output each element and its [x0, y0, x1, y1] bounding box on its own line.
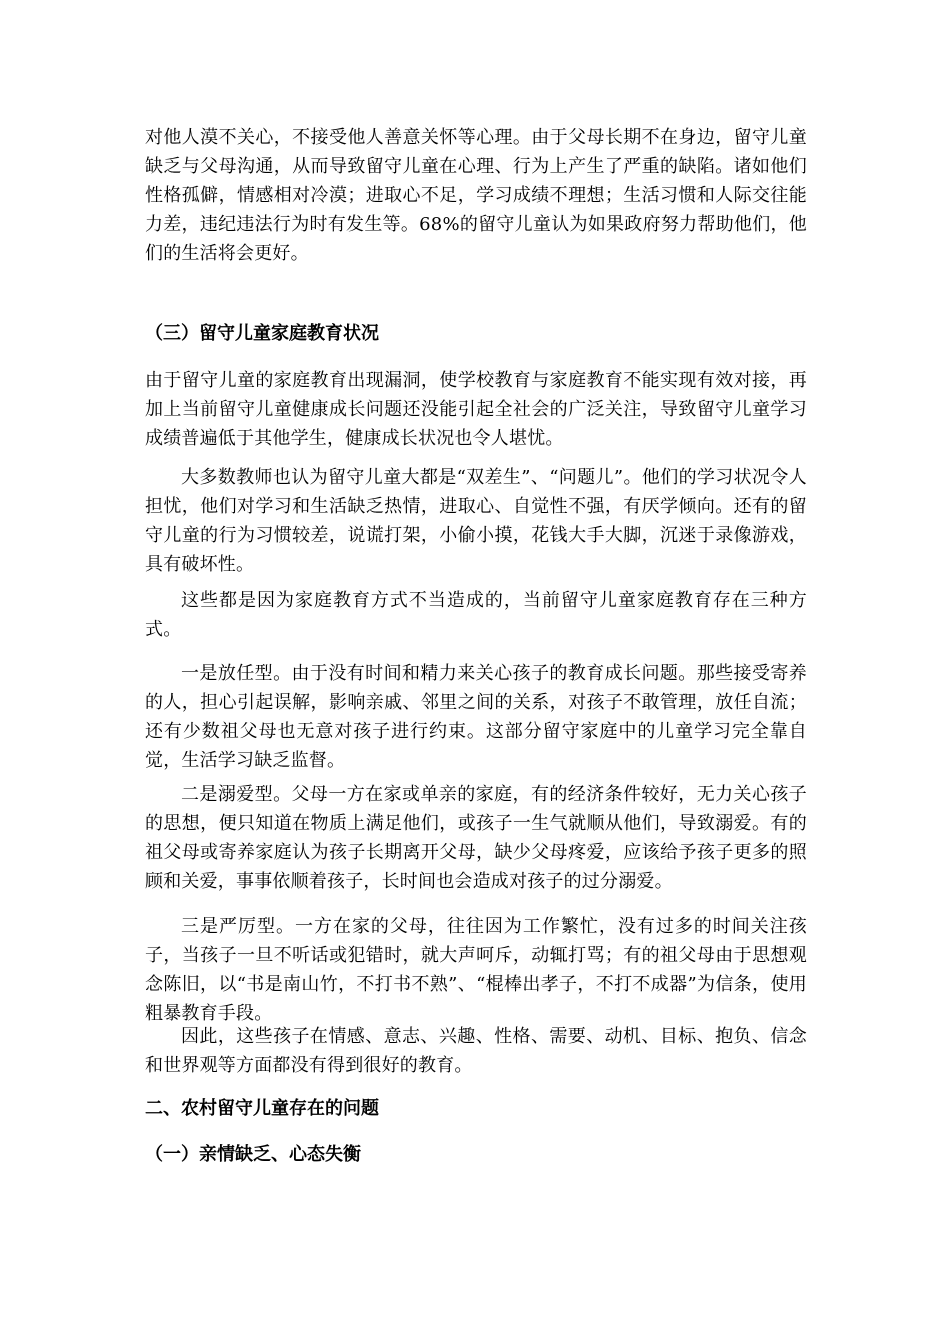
intro-paragraph: 对他人漠不关心，不接受他人善意关怀等心理。由于父母长期不在身边，留守儿童缺乏与父母沟通，从而导致留守儿童在心理、行为上产生了严重的缺陷。诸如他们性格孤僻，情感相对冷漠；进取心不足，学习成绩不理想；生活习惯和人际交往能力差，违纪违法行为时有发生等。68%的留守儿童认为如果政府努力帮助他们，他们的生活将会更好。	[145, 127, 807, 264]
section-heading-family-education: （三）留守儿童家庭教育状况	[145, 323, 379, 344]
family-education-paragraph-1: 由于留守儿童的家庭教育出现漏洞，使学校教育与家庭教育不能实现有效对接，再加上当前留守儿童健康成长问题还没能引起全社会的广泛关注，导致留守儿童学习成绩普遍低于其他学生，健康成长状况也令人堪忧。	[145, 370, 807, 449]
doting-type-paragraph: 二是溺爱型。父母一方在家或单亲的家庭，有的经济条件较好，无力关心孩子的思想，便只知道在物质上满足他们，或孩子一生气就顺从他们，导致溺爱。有的祖父母或寄养家庭认为孩子长期离开父母，缺少父母疼爱，应该给予孩子更多的照顾和关爱，事事依顺着孩子，长时间也会造成对孩子的过分溺爱。	[145, 784, 807, 892]
chapter-heading-problems: 二、农村留守儿童存在的问题	[145, 1098, 379, 1119]
conclusion-paragraph: 因此，这些孩子在情感、意志、兴趣、性格、需要、动机、目标、抱负、信念和世界观等方面都没有得到很好的教育。	[145, 1026, 807, 1076]
family-education-paragraph-3: 这些都是因为家庭教育方式不当造成的，当前留守儿童家庭教育存在三种方式。	[145, 590, 807, 640]
neglect-type-paragraph: 一是放任型。由于没有时间和精力来关心孩子的教育成长问题。那些接受寄养的人，担心引起误解，影响亲戚、邻里之间的关系，对孩子不敢管理，放任自流；还有少数祖父母也无意对孩子进行约束。这部分留守家庭中的儿童学习完全靠自觉，生活学习缺乏监督。	[145, 663, 807, 771]
strict-type-paragraph: 三是严厉型。一方在家的父母，往往因为工作繁忙，没有过多的时间关注孩子，当孩子一旦不听话或犯错时，就大声呵斥，动辄打骂；有的祖父母由于思想观念陈旧，以“书是南山竹，不打书不熟”、“棍棒出孝子，不打不成器”为信条，使用粗暴教育手段。	[145, 916, 807, 1024]
family-education-paragraph-2: 大多数教师也认为留守儿童大都是“双差生”、“问题儿”。他们的学习状况令人担忧，他们对学习和生活缺乏热情，进取心、自觉性不强，有厌学倾向。还有的留守儿童的行为习惯较差，说谎打架，小偷小摸，花钱大手大脚，沉迷于录像游戏，具有破坏性。	[145, 467, 807, 575]
subsection-heading-affection: （一）亲情缺乏、心态失衡	[145, 1144, 361, 1165]
